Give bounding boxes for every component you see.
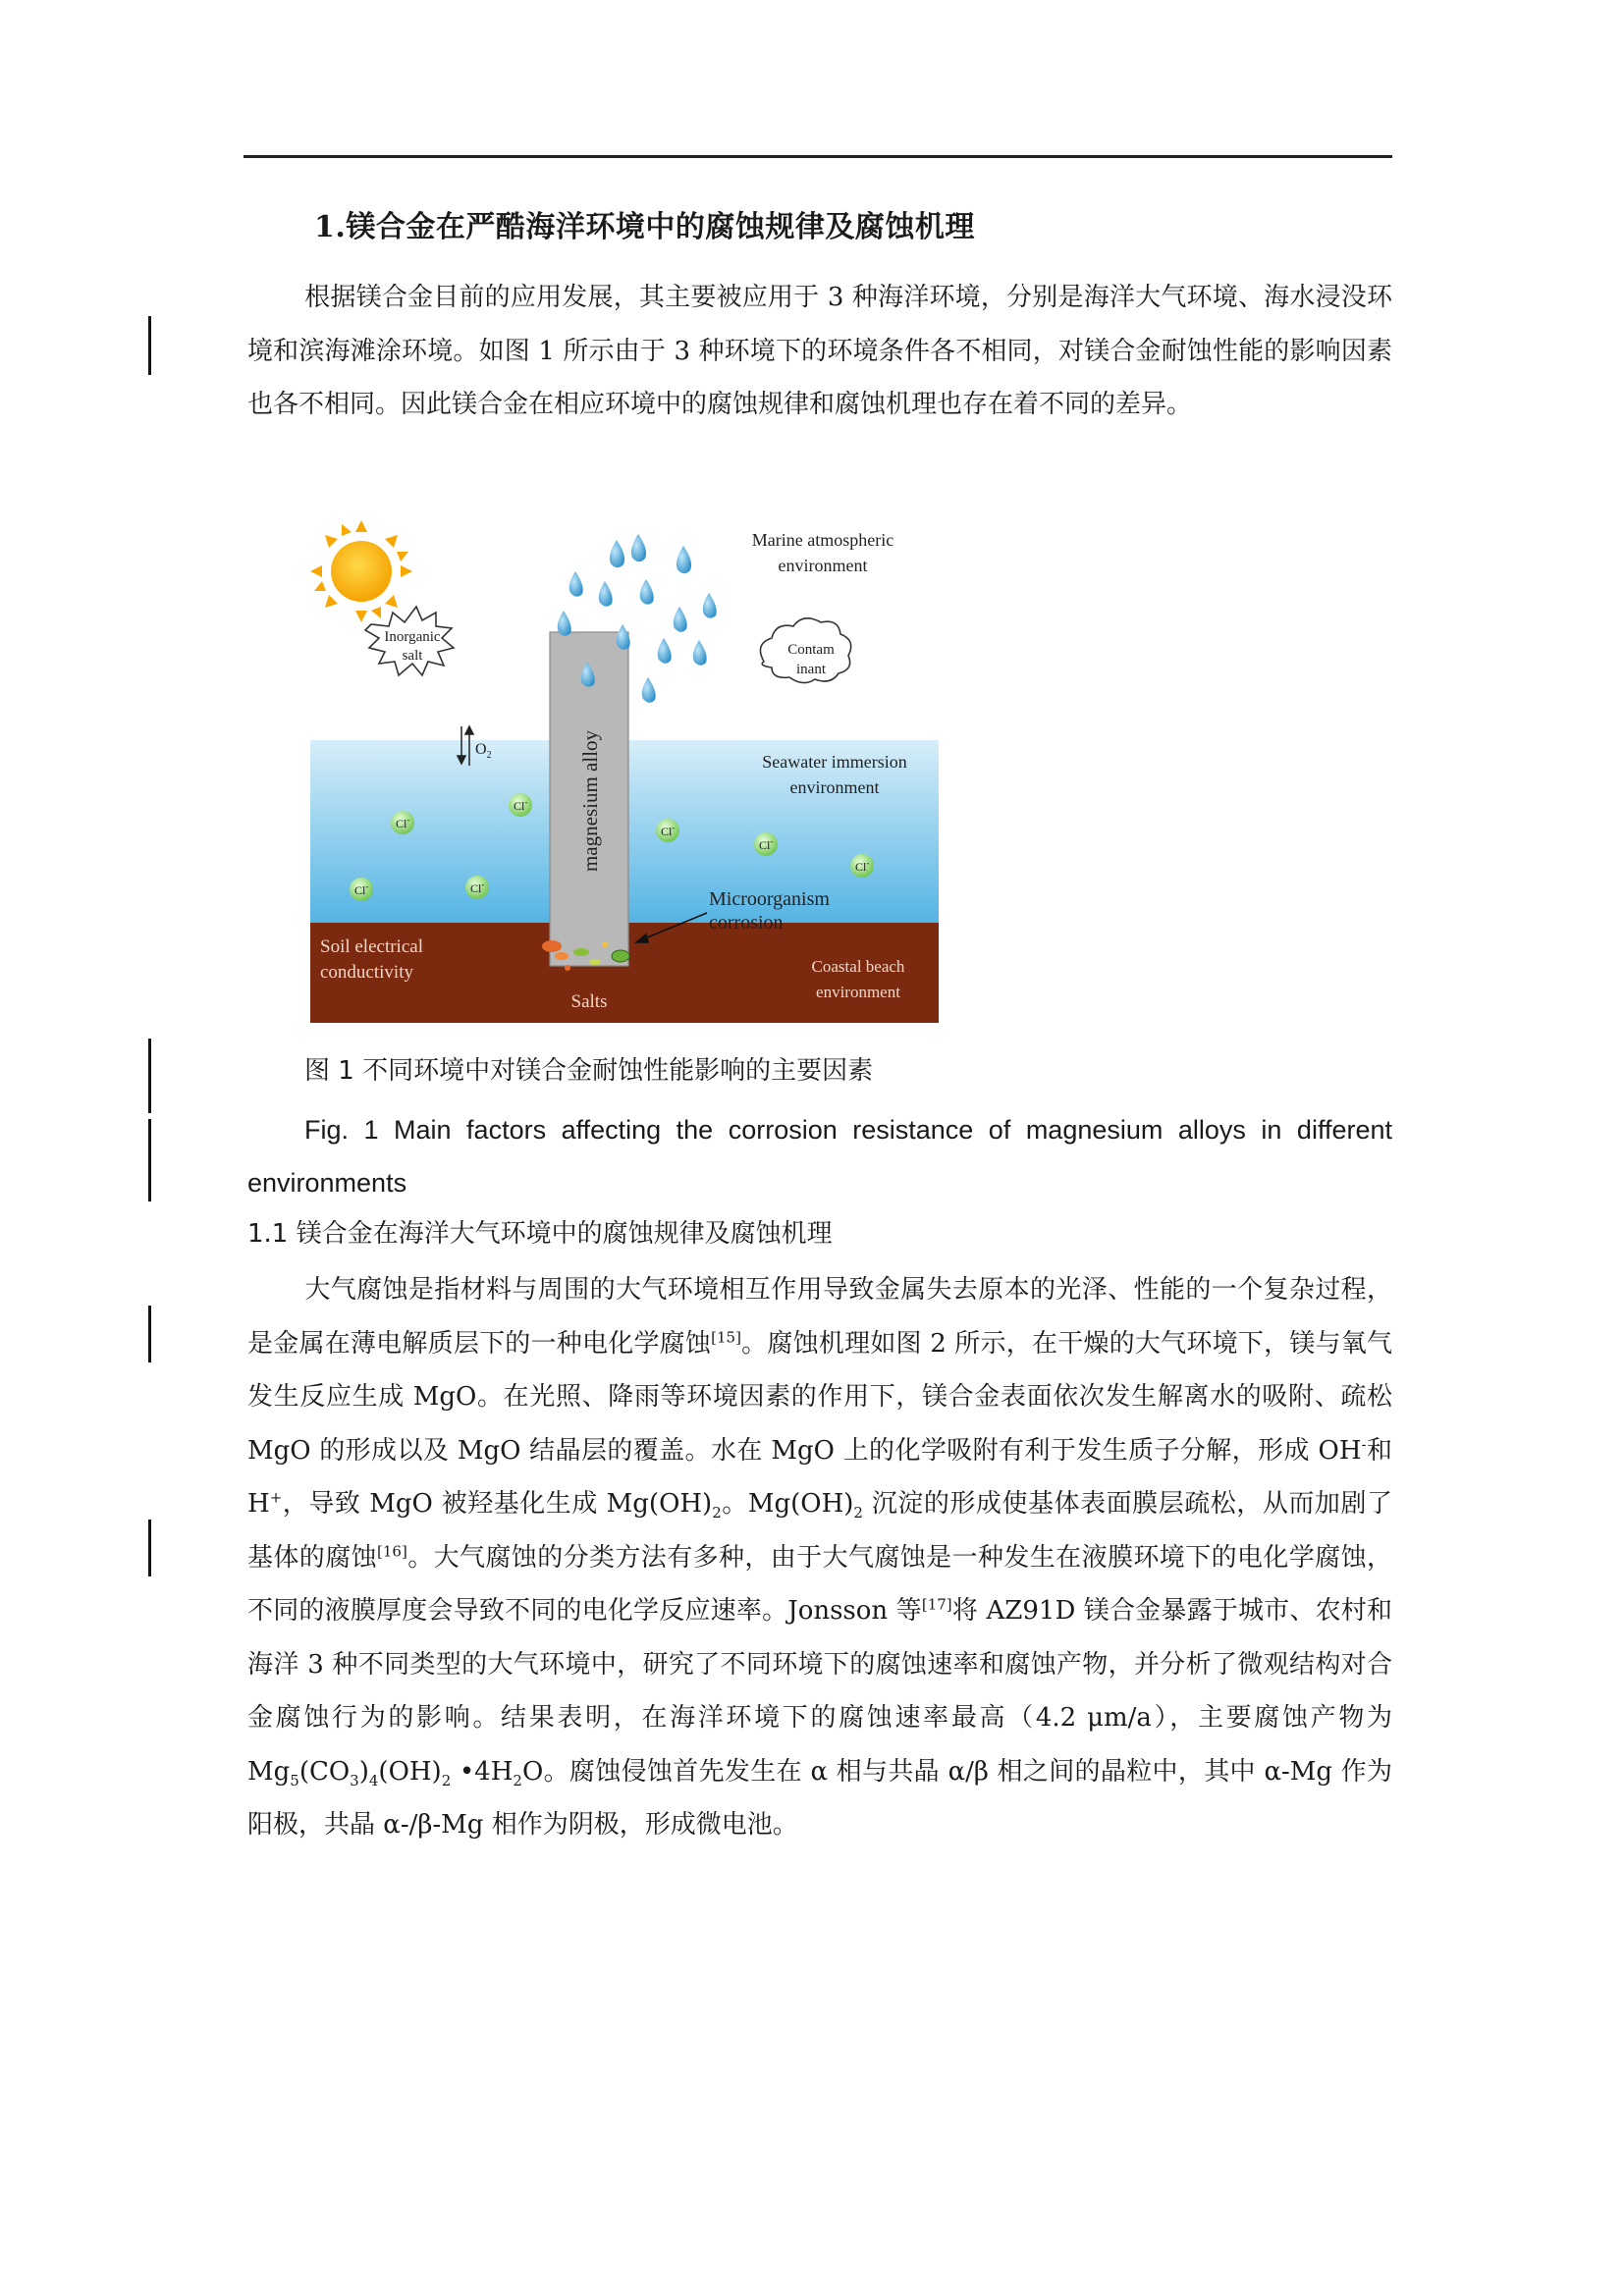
paragraph-text: 根据镁合金目前的应用发展，其主要被应用于 3 种海洋环境，分别是海洋大气环境、海水浸没环境和滨海滩涂环境。如图 1 所示由于 3 种环境下的环境条件各不相同，对镁合金耐蚀性能的影响因素也各不相同。因此镁合金在相应环境中的腐蚀规律和腐蚀机理也存在着不同的差异。: [247, 283, 1392, 419]
change-bar: [148, 1039, 151, 1113]
microorganism-label-1: Microorganism: [709, 888, 830, 910]
environment-diagram: [310, 516, 939, 1023]
change-bar: [148, 1306, 151, 1362]
figure-caption-cn: 图 1 不同环境中对镁合金耐蚀性能影响的主要因素: [304, 1056, 874, 1086]
salts-label: Salts: [570, 991, 608, 1012]
citation-17[interactable]: [17]: [921, 1595, 952, 1614]
svg-text:Cl-: Cl-: [759, 836, 774, 852]
sun-icon: [310, 520, 412, 622]
alloy-label: magnesium alloy: [578, 729, 602, 873]
seawater-label-2: environment: [789, 777, 880, 797]
caption-en-text: Fig. 1 Main factors affecting the corrosion resistance of magnesium alloys in different environments: [247, 1115, 1392, 1198]
coastal-label-1: Coastal beach: [811, 957, 905, 976]
section-heading: 1.镁合金在严酷海洋环境中的腐蚀规律及腐蚀机理: [314, 210, 975, 244]
header-rule: [244, 155, 1392, 158]
citation-15[interactable]: [15]: [711, 1327, 741, 1346]
o2-label: $O_2$: [475, 741, 492, 761]
subsection-heading: 1.1 镁合金在海洋大气环境中的腐蚀规律及腐蚀机理: [247, 1219, 833, 1249]
seawater-label-1: Seawater immersion: [762, 752, 907, 772]
body-paragraph: 大气腐蚀是指材料与周围的大气环境相互作用导致金属失去原本的光泽、性能的一个复杂过程，是金属在薄电解质层下的一种电化学腐蚀[15]。腐蚀机理如图 2 所示，在干燥的大气环境下，镁与氧气发生反应生成 MgO。在光照、降雨等环境因素的作用下，镁合金表面依次发生解离水的吸附、疏松 MgO 的形成以及 MgO 结晶层的覆盖。水在 MgO 上的化学吸附有利于发生质子分解，形成 OH-和 H+，导致 MgO 被羟基化生成 $Mg(OH)_2$。$Mg(OH)_2$ 沉淀的形成使基体表面膜层疏松，从而加剧了基体的腐蚀[16]。大气腐蚀的分类方法有多种，由于大气腐蚀是一种发生在液膜环境下的电化学腐蚀，不同的液膜厚度会导致不同的电化学反应速率。Jonsson 等[17]将 AZ91D 镁合金暴露于城市、农村和海洋 3 种不同类型的大气环境中，研究了不同环境下的腐蚀速率和腐蚀产物，并分析了微观结构对合金腐蚀行为的影响。结果表明，在海洋环境下的腐蚀速率最高（4.2 μm/a），主要腐蚀产物为 $Mg_5(CO_3)_4(OH)_2$ $•4H_2O$。腐蚀侵蚀首先发生在 α 相与共晶 α/β 相之间的晶粒中，其中 α-Mg 作为阳极，共晶 α-/β-Mg 相作为阴极，形成微电池。: [247, 1275, 1393, 1840]
soil-label-2: conductivity: [320, 962, 413, 983]
change-bar: [148, 316, 151, 375]
inorganic-label: Inorganic: [384, 629, 441, 645]
coastal-label-2: environment: [816, 983, 900, 1001]
starburst-icon: [365, 607, 454, 675]
change-bar: [148, 1119, 151, 1201]
marine-atm-label-2: environment: [778, 556, 868, 575]
svg-text:Cl-: Cl-: [354, 881, 369, 897]
figure-caption-en: [247, 1103, 1392, 1209]
soil-label-1: Soil electrical: [320, 936, 423, 957]
citation-16[interactable]: [16]: [377, 1541, 407, 1560]
contaminant-label-2: inant: [796, 662, 826, 677]
contaminant-label-1: Contam: [787, 642, 835, 658]
svg-text:Cl-: Cl-: [470, 880, 485, 895]
microorganism-label-2: corrosion: [709, 912, 784, 934]
raindrop-icon: [558, 534, 717, 703]
salt-label: salt: [402, 648, 423, 664]
svg-text:Cl-: Cl-: [661, 823, 676, 838]
svg-text:Cl-: Cl-: [514, 797, 528, 813]
svg-text:Cl-: Cl-: [855, 858, 870, 874]
svg-text:Cl-: Cl-: [396, 815, 410, 830]
intro-paragraph: [247, 271, 1392, 432]
cloud-icon: [760, 618, 850, 683]
figure-1: [310, 516, 939, 1023]
marine-atm-label-1: Marine atmospheric: [751, 530, 894, 550]
change-bar: [148, 1520, 151, 1576]
